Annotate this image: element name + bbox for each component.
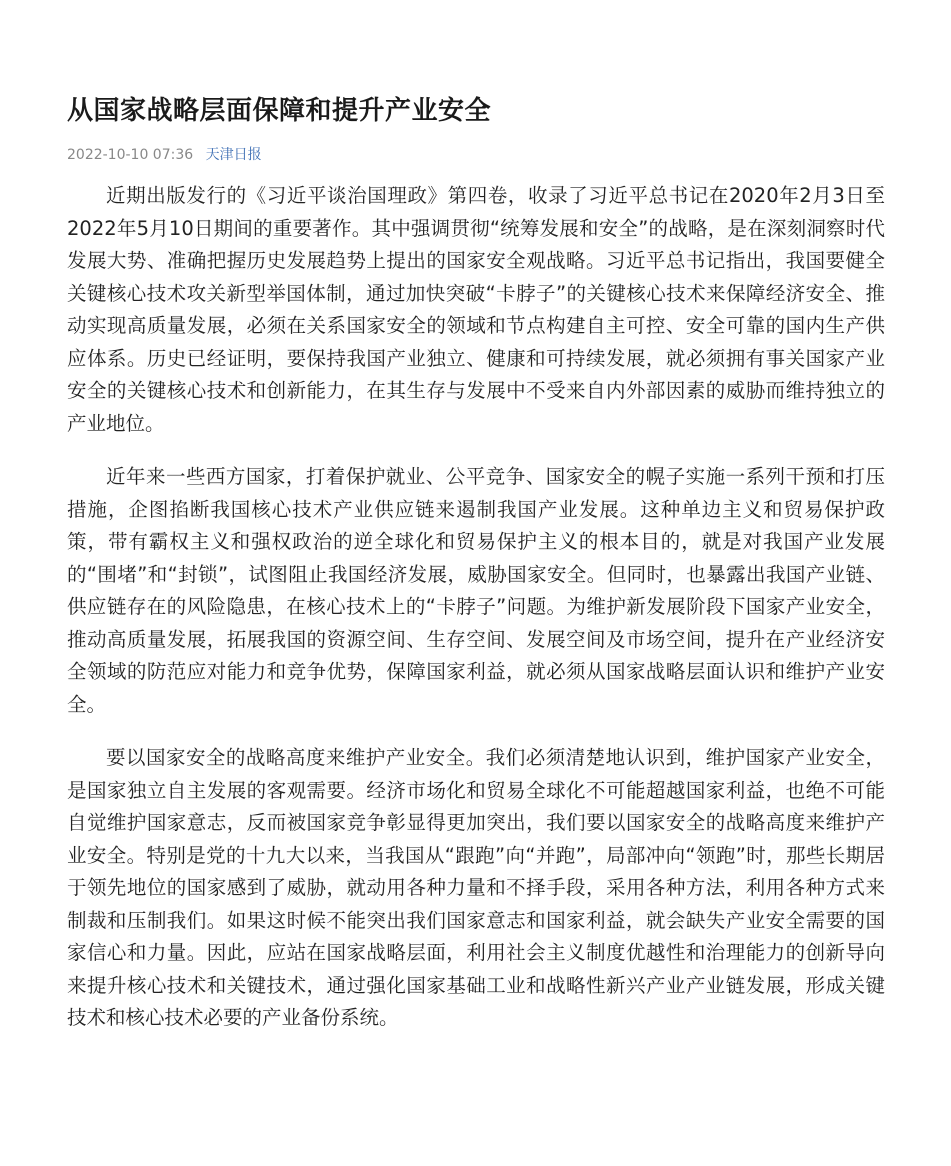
publish-date: 2022-10-10 07:36 <box>67 147 194 163</box>
article-title: 从国家战略层面保障和提升产业安全 <box>67 96 492 126</box>
source-link[interactable]: 天津日报 <box>205 147 262 163</box>
paragraph: 近期出版发行的《习近平谈治国理政》第四卷，收录了习近平总书记在2020年2月3日至2022年5月10日期间的重要著作。其中强调贯彻“统筹发展和安全”的战略，是在深刻洞察时代发展大势、准确把握历史发展趋势上提出的国家安全观战略。习近平总书记指出，我国要健全关键核心技术攻关新型举国体制，通过加快突破“卡脖子”的关键核心技术来保障经济安全、推动实现高质量发展，必须在关系国家安全的领域和节点构建自主可控、安全可靠的国内生产供应体系。历史已经证明，要保持我国产业独立、健康和可持续发展，就必须拥有事关国家产业安全的关键核心技术和创新能力，在其生存与发展中不受来自内外部因素的威胁而维持独立的产业地位。 <box>67 184 885 435</box>
paragraph: 要以国家安全的战略高度来维护产业安全。我们必须清楚地认识到，维护国家产业安全，是国家独立自主发展的客观需要。经济市场化和贸易全球化不可能超越国家利益，也绝不可能自觉维护国家意志，反而被国家竞争彰显得更加突出，我们要以国家安全的战略高度来维护产业安全。特别是党的十九大以来，当我国从“跟跑”向“并跑”，局部冲向“领跑”时，那些长期居于领先地位的国家感到了威胁，就动用各种力量和不择手段，采用各种方法，利用各种方式来制裁和压制我们。如果这时候不能突出我们国家意志和国家利益，就会缺失产业安全需要的国家信心和力量。因此，应站在国家战略层面，利用社会主义制度优越性和治理能力的创新导向来提升核心技术和关键技术，通过强化国家基础工业和战略性新兴产业产业链发展，形成关键技术和核心技术必要的产业备份系统。 <box>67 746 885 1029</box>
article-body <box>67 180 885 1056</box>
paragraph: 近年来一些西方国家，打着保护就业、公平竞争、国家安全的幌子实施一系列干预和打压措施，企图掐断我国核心技术产业供应链来遏制我国产业发展。这种单边主义和贸易保护政策，带有霸权主义和强权政治的逆全球化和贸易保护主义的根本目的，就是对我国产业发展的“围堵”和“封锁”，试图阻止我国经济发展，威胁国家安全。但同时，也暴露出我国产业链、供应链存在的风险隐患，在核心技术上的“卡脖子”问题。为维护新发展阶段下国家产业安全，推动高质量发展，拓展我国的资源空间、生存空间、发展空间及市场空间，提升在产业经济安全领域的防范应对能力和竞争优势，保障国家利益，就必须从国家战略层面认识和维护产业安全。 <box>67 465 885 716</box>
article-meta <box>67 144 262 166</box>
